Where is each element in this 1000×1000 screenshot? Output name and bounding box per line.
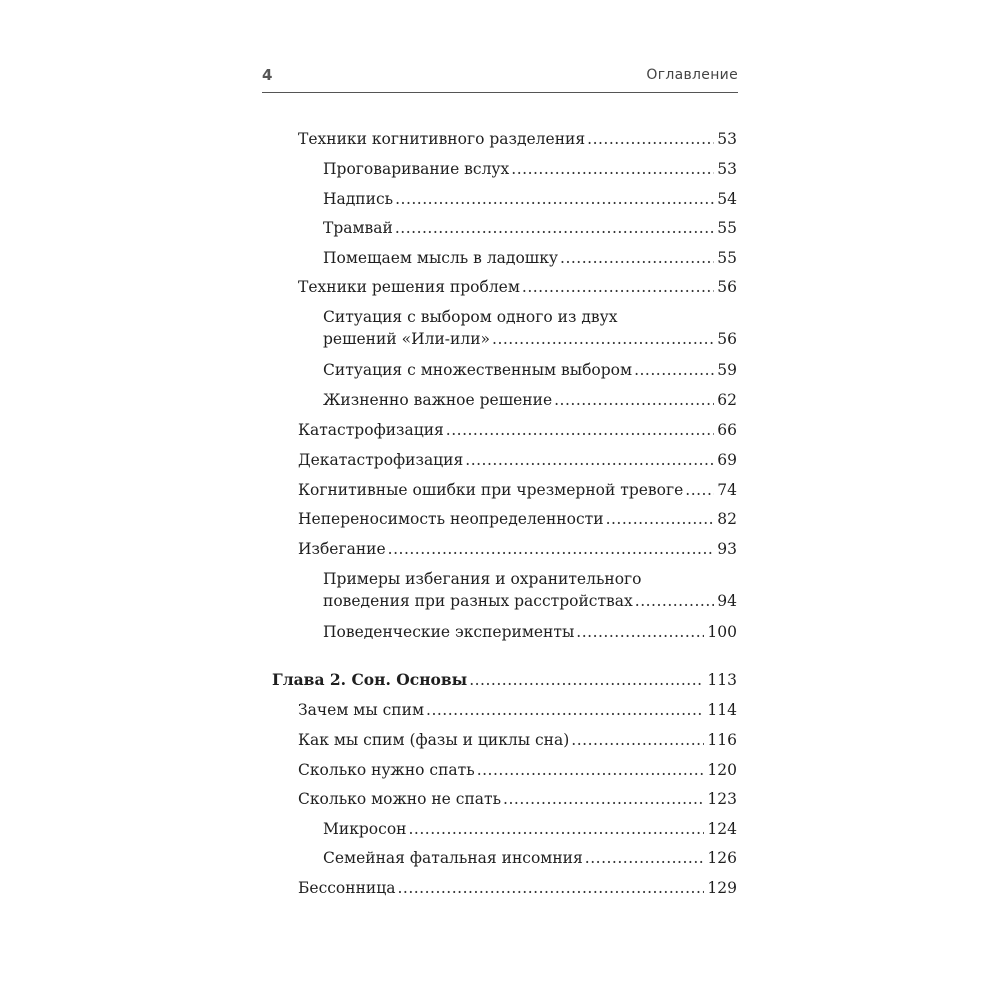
toc-entry[interactable] [298,877,737,899]
toc-entry-page: 113 [707,671,737,689]
toc-entry[interactable] [323,389,737,411]
toc-entry-page: 114 [707,701,737,719]
leader-dots [397,877,704,899]
toc-entry[interactable] [323,158,737,180]
toc-entry-page: 59 [717,361,737,379]
toc-entry[interactable] [323,188,737,210]
toc-entry-title: Семейная фатальная инсомния [323,849,583,867]
toc-entry-page: 126 [707,849,737,867]
toc-entry-page: 116 [707,731,737,749]
toc-entry-title: Декатастрофизация [298,451,464,469]
leader-dots [409,818,705,840]
toc-entry-title: Катастрофизация [298,421,444,439]
toc-entry-title: Когнитивные ошибки при чрезмерной тревоге [298,481,684,499]
toc-entry[interactable] [298,508,737,530]
toc-entry[interactable] [323,306,737,350]
toc-entry-title: поведения при разных расстройствах [323,592,633,610]
toc-entry-title: решений «Или-или» [323,330,491,348]
toc-entry-page: 93 [717,540,737,558]
leader-dots [522,276,714,298]
toc-entry[interactable] [298,419,737,441]
toc-entry-title: Жизненно важное решение [323,391,553,409]
toc-entry-title: Техники решения проблем [298,278,520,296]
toc-entry-title: Техники когнитивного разделения [298,130,586,148]
toc-entry-title: Бессонница [298,879,396,897]
leader-dots [511,158,714,180]
toc-entry-page: 82 [717,510,737,528]
toc-entry[interactable] [323,847,737,869]
toc-entry[interactable] [323,818,737,840]
toc-entry[interactable] [323,621,737,643]
toc-entry[interactable] [298,788,737,810]
toc-entry-title: Поведенческие эксперименты [323,623,575,641]
toc-entry[interactable] [298,729,737,751]
leader-dots [635,590,715,612]
toc-entry-page: 66 [717,421,737,439]
toc-entry-title: Избегание [298,540,386,558]
leader-dots [606,508,715,530]
leader-dots [685,479,714,501]
toc-entry-title: Помещаем мысль в ладошку [323,249,559,267]
toc-entry-title: Сколько нужно спать [298,761,475,779]
page-number: 4 [262,66,273,84]
toc-entry[interactable] [298,128,737,150]
leader-dots [446,419,714,441]
leader-dots [492,328,714,350]
leader-dots [477,759,705,781]
toc-entry-page: 124 [707,820,737,838]
toc-entry-title: Трамвай [323,219,393,237]
toc-entry-page: 56 [717,330,737,348]
leader-dots [576,621,704,643]
toc-entry-page: 94 [717,592,737,610]
leader-dots [426,699,704,721]
leader-dots [554,389,714,411]
toc-entry-title: Проговаривание вслух [323,160,510,178]
toc-entry-title-line1: Примеры избегания и охранительного [323,570,642,588]
leader-dots [388,538,715,560]
toc-entry-title: Глава 2. Сон. Основы [272,670,468,689]
toc-entry[interactable] [298,699,737,721]
toc-entry[interactable] [298,449,737,471]
toc-entry[interactable] [323,217,737,239]
toc-entry-page: 55 [717,249,737,267]
toc-entry-page: 129 [707,879,737,897]
toc-entry-title: Как мы спим (фазы и циклы сна) [298,731,570,749]
leader-dots [585,847,705,869]
leader-dots [469,669,704,691]
toc-entry[interactable] [323,568,737,612]
toc-entry-title: Сколько можно не спать [298,790,502,808]
toc-entry-page: 100 [707,623,737,641]
toc-entry-page: 55 [717,219,737,237]
toc-chapter-entry[interactable] [272,669,737,691]
toc-entry-page: 56 [717,278,737,296]
toc-entry[interactable] [298,276,737,298]
leader-dots [571,729,704,751]
leader-dots [587,128,714,150]
leader-dots [395,188,714,210]
toc-entry-title: Непереносимость неопределенности [298,510,604,528]
toc-entry-page: 120 [707,761,737,779]
toc-entry-title: Микросон [323,820,407,838]
toc-entry-page: 69 [717,451,737,469]
running-title: Оглавление [646,67,738,83]
toc-entry-title-line1: Ситуация с выбором одного из двух [323,308,618,326]
toc-entry[interactable] [298,479,737,501]
leader-dots [465,449,714,471]
toc-entry[interactable] [298,538,737,560]
leader-dots [395,217,714,239]
toc-entry-title: Зачем мы спим [298,701,425,719]
toc-entry-page: 53 [717,160,737,178]
toc-entry[interactable] [323,247,737,269]
leader-dots [503,788,704,810]
leader-dots [560,247,714,269]
toc-entry-page: 53 [717,130,737,148]
toc-entry[interactable] [298,759,737,781]
toc-entry[interactable] [323,359,737,381]
leader-dots [634,359,714,381]
toc-entry-title: Надпись [323,190,394,208]
toc-entry-title: Ситуация с множественным выбором [323,361,633,379]
toc-entry-page: 74 [717,481,737,499]
toc-entry-page: 123 [707,790,737,808]
toc-entry-page: 62 [717,391,737,409]
toc-entry-page: 54 [717,190,737,208]
